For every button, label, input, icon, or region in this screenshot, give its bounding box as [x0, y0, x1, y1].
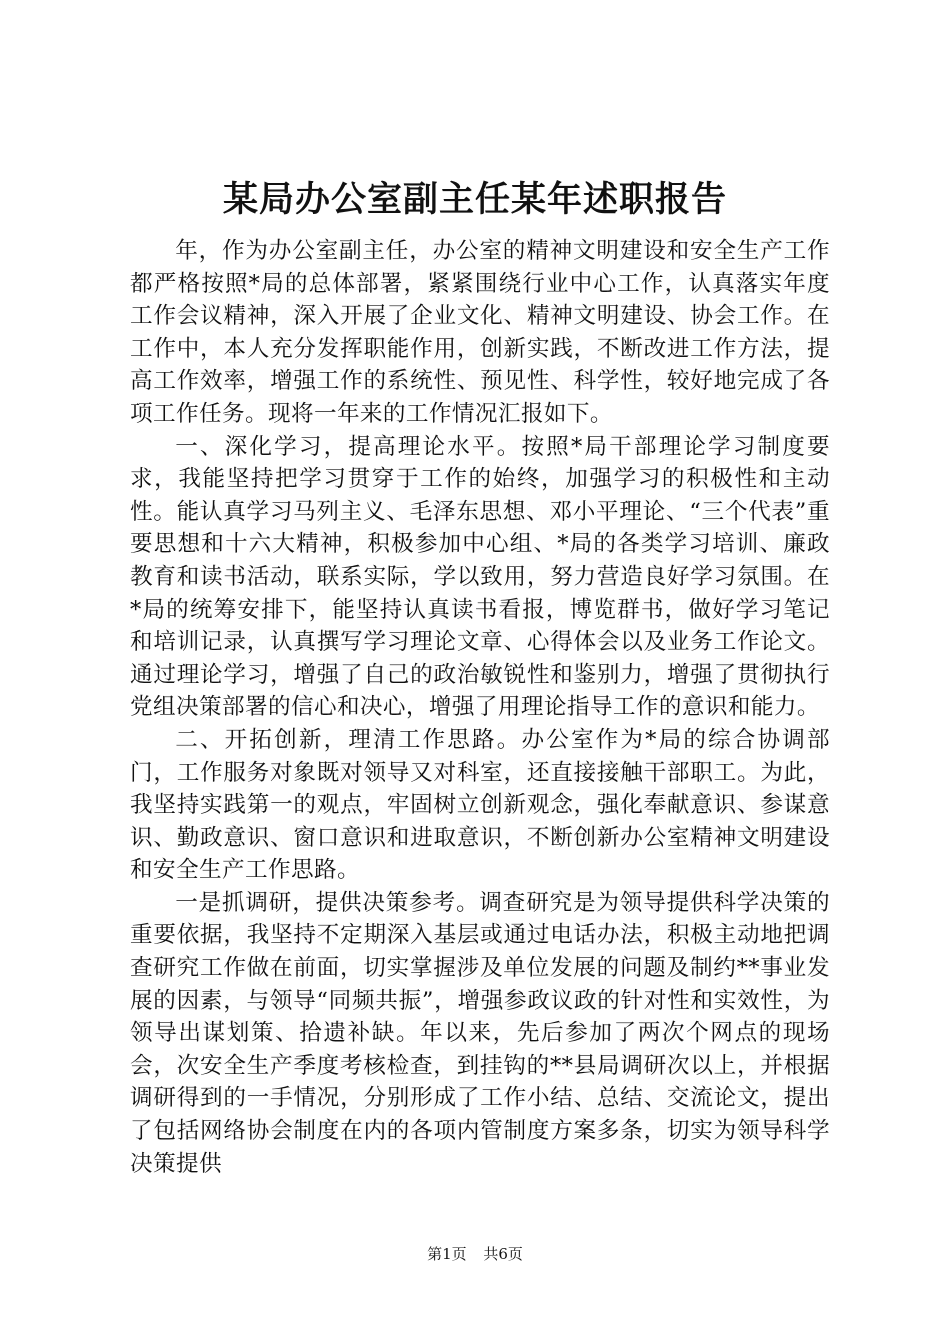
paragraph-intro: 年，作为办公室副主任，办公室的精神文明建设和安全生产工作都严格按照*局的总体部署，紧紧围绕行业中心工作，认真落实年度工作会议精神，深入开展了企业文化、精神文明建设、协会工作。在工作中，本人充分发挥职能作用，创新实践，不断改进工作方法，提高工作效率，增强工作的系统性、预见性、科学性，较好地完成了各项工作任务。现将一年来的工作情况汇报如下。 — [130, 238, 830, 427]
paragraph-research: 一是抓调研，提供决策参考。调查研究是为领导提供科学决策的重要依据，我坚持不定期深入基层或通过电话办法，积极主动地把调查研究工作做在前面，切实掌握涉及单位发展的问题及制约**事业发展的因素，与领导“同频共振”，增强参政议政的针对性和实效性，为领导出谋划策、拾遗补缺。年以来，先后参加了两次个网点的现场会，次安全生产季度考核检查，到挂钩的**县局调研次以上，并根据调研得到的一手情况，分别形成了工作小结、总结、交流论文，提出了包括网络协会制度在内的各项内管制度方案多条，切实为领导科学决策提供 — [130, 889, 830, 1177]
page-footer — [0, 1244, 950, 1264]
document-body — [130, 235, 830, 1180]
page-number: 第1页 — [427, 1245, 467, 1263]
paragraph-study: 一、深化学习，提高理论水平。按照*局干部理论学习制度要求，我能坚持把学习贯穿于工作的始终，加强学习的积极性和主动性。能认真学习马列主义、毛泽东思想、邓小平理论、“三个代表”重要思想和十六大精神，积极参加中心组、*局的各类学习培训、廉政教育和读书活动，联系实际，学以致用，努力营造良好学习氛围。在*局的统筹安排下，能坚持认真读书看报，博览群书，做好学习笔记和培训记录，认真撰写学习理论文章、心得体会以及业务工作论文。通过理论学习，增强了自己的政治敏锐性和鉴别力，增强了贯彻执行党组决策部署的信心和决心，增强了用理论指导工作的意识和能力。 — [130, 433, 830, 721]
document-title: 某局办公室副主任某年述职报告 — [222, 179, 727, 220]
page-total: 共6页 — [483, 1245, 523, 1263]
paragraph-innovation: 二、开拓创新，理清工作思路。办公室作为*局的综合协调部门，工作服务对象既对领导又对科室，还直接接触干部职工。为此，我坚持实践第一的观点，牢固树立创新观念，强化奉献意识、参谋意识、勤政意识、窗口意识和进取意识，不断创新办公室精神文明建设和安全生产工作思路。 — [130, 726, 830, 884]
